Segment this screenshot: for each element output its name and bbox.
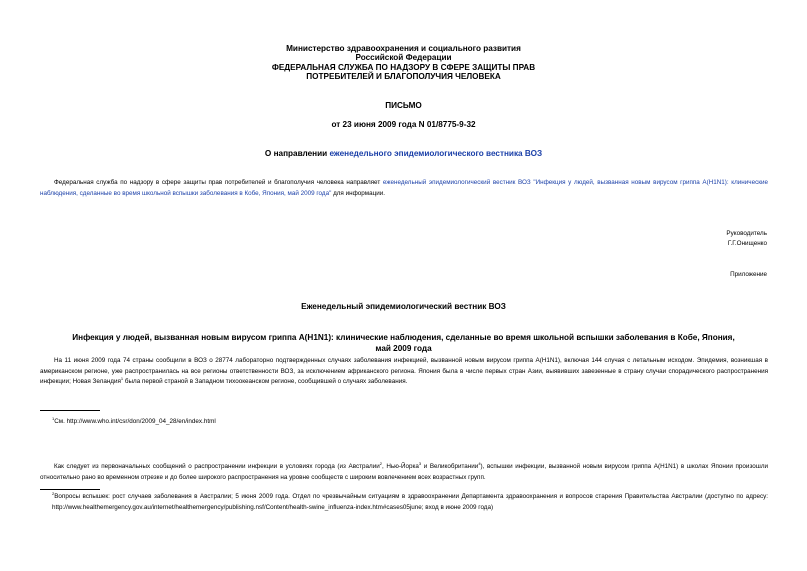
footnote-2-mark: 2: [52, 490, 55, 496]
paragraph-2-part-2: , Нью-Йорка: [381, 463, 419, 470]
paragraph-2-part-1: Как следует из первоначальных сообщений о распространении инфекции в условиях города (из Австралии: [54, 463, 380, 470]
subject-link[interactable]: еженедельного эпидемиологического вестника ВОЗ: [329, 149, 543, 158]
document-subject: [0, 149, 807, 158]
footnote-divider-1: [40, 410, 100, 411]
intro-bulletin-link[interactable]: еженедельный эпидемиологический вестник ВОЗ "Инфекция у людей, вызванная новым вирусом гриппа A(H1N1): клинические наблюдения, сделанные во время школьной вспышки заболевания в Кобе, Япония, май 2009 года": [40, 179, 768, 197]
footnote-2: [52, 492, 768, 513]
document-date-number: от 23 июня 2009 года N 01/8775-9-32: [331, 120, 476, 129]
article-title-line-2: май 2009 года: [375, 343, 432, 353]
paragraph-2-part-3: и Великобритании: [421, 463, 479, 470]
intro-text-after: для информации.: [331, 189, 385, 197]
signature-block: [726, 229, 767, 249]
bulletin-title: Еженедельный эпидемиологический вестник ВОЗ: [301, 302, 506, 311]
footnote-1-mark: 1: [52, 415, 55, 421]
attachment-label: Приложение: [730, 271, 767, 278]
issuer-line-3: ФЕДЕРАЛЬНАЯ СЛУЖБА ПО НАДЗОРУ В СФЕРЕ ЗАЩИТЫ ПРАВ: [271, 62, 536, 72]
issuer-line-4: ПОТРЕБИТЕЛЕЙ И БЛАГОПОЛУЧИЯ ЧЕЛОВЕКА: [306, 72, 501, 82]
issuer-line-1: Министерство здравоохранения и социального развития: [286, 44, 521, 53]
intro-text-before: Федеральная служба по надзору в сфере защиты прав потребителей и благополучия человека направляет: [54, 179, 383, 186]
footnote-ref-3[interactable]: 3: [418, 460, 422, 466]
signature-name: Г.Г.Онищенко: [727, 240, 767, 247]
document-type: ПИСЬМО: [385, 101, 422, 110]
footnote-1: [52, 417, 768, 428]
article-title: [0, 333, 807, 354]
intro-paragraph: [40, 178, 768, 199]
issuer-line-2: Российской Федерации: [355, 53, 452, 63]
signature-role: Руководитель: [726, 230, 767, 237]
article-title-line-1: Инфекция у людей, вызванная новым вирусом гриппа A(H1N1): клинические наблюдения, сделанные во время школьной вспышки заболевания в Кобе, Япония,: [72, 333, 735, 342]
paragraph-1: [40, 356, 768, 388]
issuer-header: [0, 44, 807, 82]
paragraph-1-part-1: На 11 июня 2009 года 74 страны сообщили в ВОЗ о 28774 лабораторно подтвержденных случаях заболевания инфекцией, вызванной новым вирусом гриппа A(H1N1), включая 144 случая с летальным исходом. Эпидемия, возникшая в американском регионе, уже распространилась на все регионы ответственности ВОЗ, за исключением африканского региона. Япония была в числе первых стран Азии, выявивших завезенные в страну случаи спорадического распространения инфекции; Новая Зеландия: [40, 357, 768, 385]
footnote-ref-4[interactable]: 4: [478, 460, 481, 466]
paragraph-1-part-2: была первой страной в Западном тихоокеанском регионе, сообщившей о случаях заболевания.: [123, 378, 408, 385]
footnote-ref-2[interactable]: 2: [379, 460, 382, 466]
footnote-ref-1[interactable]: 1: [120, 375, 124, 381]
subject-prefix: О направлении: [264, 149, 330, 158]
footnote-1-text: См. http://www.who.int/csr/don/2009_04_28/en/index.html: [54, 418, 216, 425]
paragraph-2-part-4: ), вспышки инфекции, вызванной новым вирусом гриппа A(H1N1) в школах Японии произошли относительно рано во временном отрезке и до более широкого распространения на уровне сообществ с широким вовлечением всех возрастных групп.: [40, 463, 769, 481]
footnote-2-text: Вопросы вспышек: рост случаев заболевания в Австралии; 5 июня 2009 года. Отдел по чрезвычайным ситуациям в здравоохранении Департамента здравоохранения и вопросов старения Правительства Австралии (доступно по адресу: http://www.healthemergency.gov.au/internet/healthemergency/publishing.nsf/Content/health-swine_influenza-index.htm#cases05june; вход в июне 2009 года): [52, 493, 768, 511]
paragraph-2: [40, 462, 768, 483]
footnote-divider-2: [40, 489, 100, 490]
